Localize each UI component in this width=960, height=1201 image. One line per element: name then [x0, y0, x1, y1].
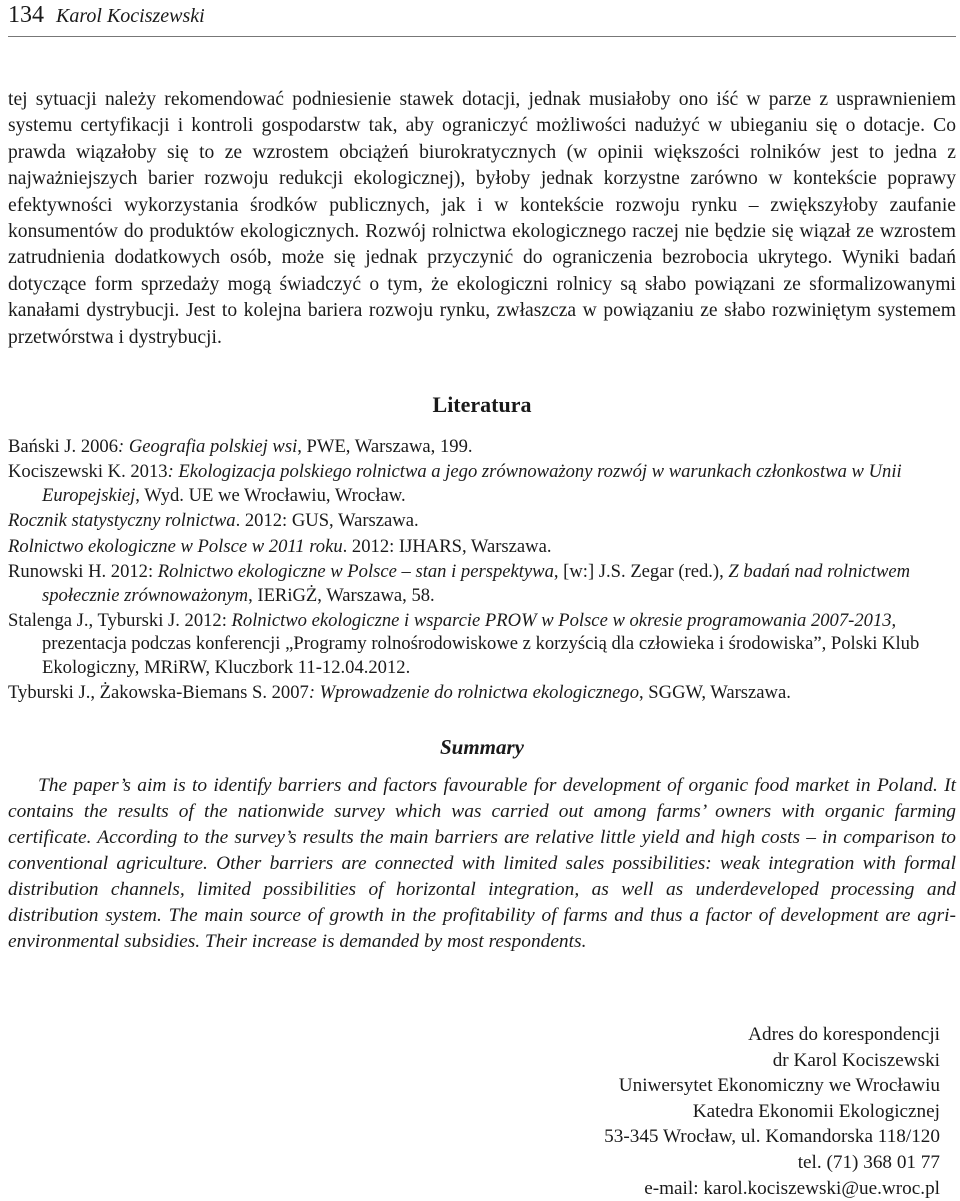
address-phone: tel. (71) 368 01 77	[797, 1151, 940, 1173]
address-email: e-mail: karol.kociszewski@ue.wroc.pl	[644, 1177, 940, 1199]
reference-item: Kociszewski K. 2013: Ekologizacja polskiego rolnictwa a jego zrównoważony rozwój w warunkach członkostwa w Unii Europejskiej, Wyd. UE we Wrocławiu, Wrocław.	[8, 461, 902, 506]
address-university: Uniwersytet Ekonomiczny we Wrocławiu	[618, 1075, 940, 1097]
page	[8, 0, 956, 1194]
summary-title: Summary	[439, 734, 525, 759]
body-text	[8, 87, 956, 351]
address-heading: Adres do korespondencji	[748, 1024, 940, 1045]
reference-item: Stalenga J., Tyburski J. 2012: Rolnictwo ekologiczne i wsparcie PROW w Polsce w okresie programowania 2007-2013, prezentacja podczas konferencji „Programy rolnośrodowiskowe z korzyścią dla człowieka i środowiska”, Polski Klub Ekologiczny, MRiRW, Kluczbork 11-12.04.2012.	[8, 609, 920, 678]
reference-item: Runowski H. 2012: Rolnictwo ekologiczne w Polsce – stan i perspektywa, [w:] J.S. Zegar (red.), Z badań nad rolnictwem społecznie zrównoważonym, IERiGŻ, Warszawa, 58.	[8, 561, 911, 606]
summary-text: The paper’s aim is to identify barriers and factors favourable for development of organic food market in Poland. It contains the results of the nationwide survey which was carried out among farms’ owners with organic farming certificate. According to the survey’s results the main barriers are relative little yield and high costs – in comparison to conventional agriculture. Other barriers are connected with limited sales possibilities: weak integration with formal distribution channels, limited possibilities of horizontal integration, as well as underdeveloped processing and distribution system. The main source of growth in the profitability of farms and thus a factor of development are agri-environmental subsidies. Their increase is demanded by most respondents.	[8, 774, 956, 952]
reference-item: Tyburski J., Żakowska-Biemans S. 2007: Wprowadzenie do rolnictwa ekologicznego, SGGW, Warszawa.	[8, 682, 791, 704]
reference-item: Rolnictwo ekologiczne w Polsce w 2011 roku. 2012: IJHARS, Warszawa.	[8, 535, 552, 557]
correspondence-address	[604, 1022, 940, 1201]
reference-item: Bański J. 2006: Geografia polskiej wsi, PWE, Warszawa, 199.	[8, 436, 473, 458]
body-paragraph: tej sytuacji należy rekomendować podniesienie stawek dotacji, jednak musiałoby ono iść w parze z usprawnieniem systemu certyfikacji i kontroli gospodarstw tak, aby ograniczyć możliwości nadużyć w ubieganiu się o dotacje. Co prawda wiązałoby się to ze wzrostem obciążeń biurokratycznych (w opinii większości rolników jest to jedna z najważniejszych barier rozwoju redukcji ekologicznej), byłoby jednak korzystne zarówno w kontekście poprawy efektywności wykorzystania środków publicznych, jak i w kontekście rozwoju rynku – zwiększyłoby zaufanie konsumentów do produktów ekologicznych. Rozwój rolnictwa ekologicznego raczej nie będzie się wiązał ze wzrostem zatrudnienia dodatkowych osób, może się jednak przyczynić do ograniczenia bezrobocia ukrytego. Wyniki badań dotyczące form sprzedaży mogą świadczyć o tym, że ekologiczni rolnicy są słabo powiązani ze sformalizowanymi kanałami dystrybucji. Jest to kolejna bariera rozwoju rynku, zwłaszcza w powiązaniu ze słabo rozwiniętym systemem przetwórstwa i dystrybucji.	[8, 89, 956, 348]
reference-item: Rocznik statystyczny rolnictwa. 2012: GUS, Warszawa.	[8, 510, 419, 532]
page-number: 134	[8, 2, 44, 28]
running-header	[8, 0, 956, 37]
reference-list	[8, 435, 956, 704]
address-department: Katedra Ekonomii Ekologicznej	[692, 1100, 940, 1122]
literature-title: Literatura	[432, 392, 532, 418]
address-street: 53-345 Wrocław, ul. Komandorska 118/120	[604, 1126, 940, 1148]
running-author: Karol Kociszewski	[56, 5, 205, 27]
address-name: dr Karol Kociszewski	[772, 1049, 940, 1071]
